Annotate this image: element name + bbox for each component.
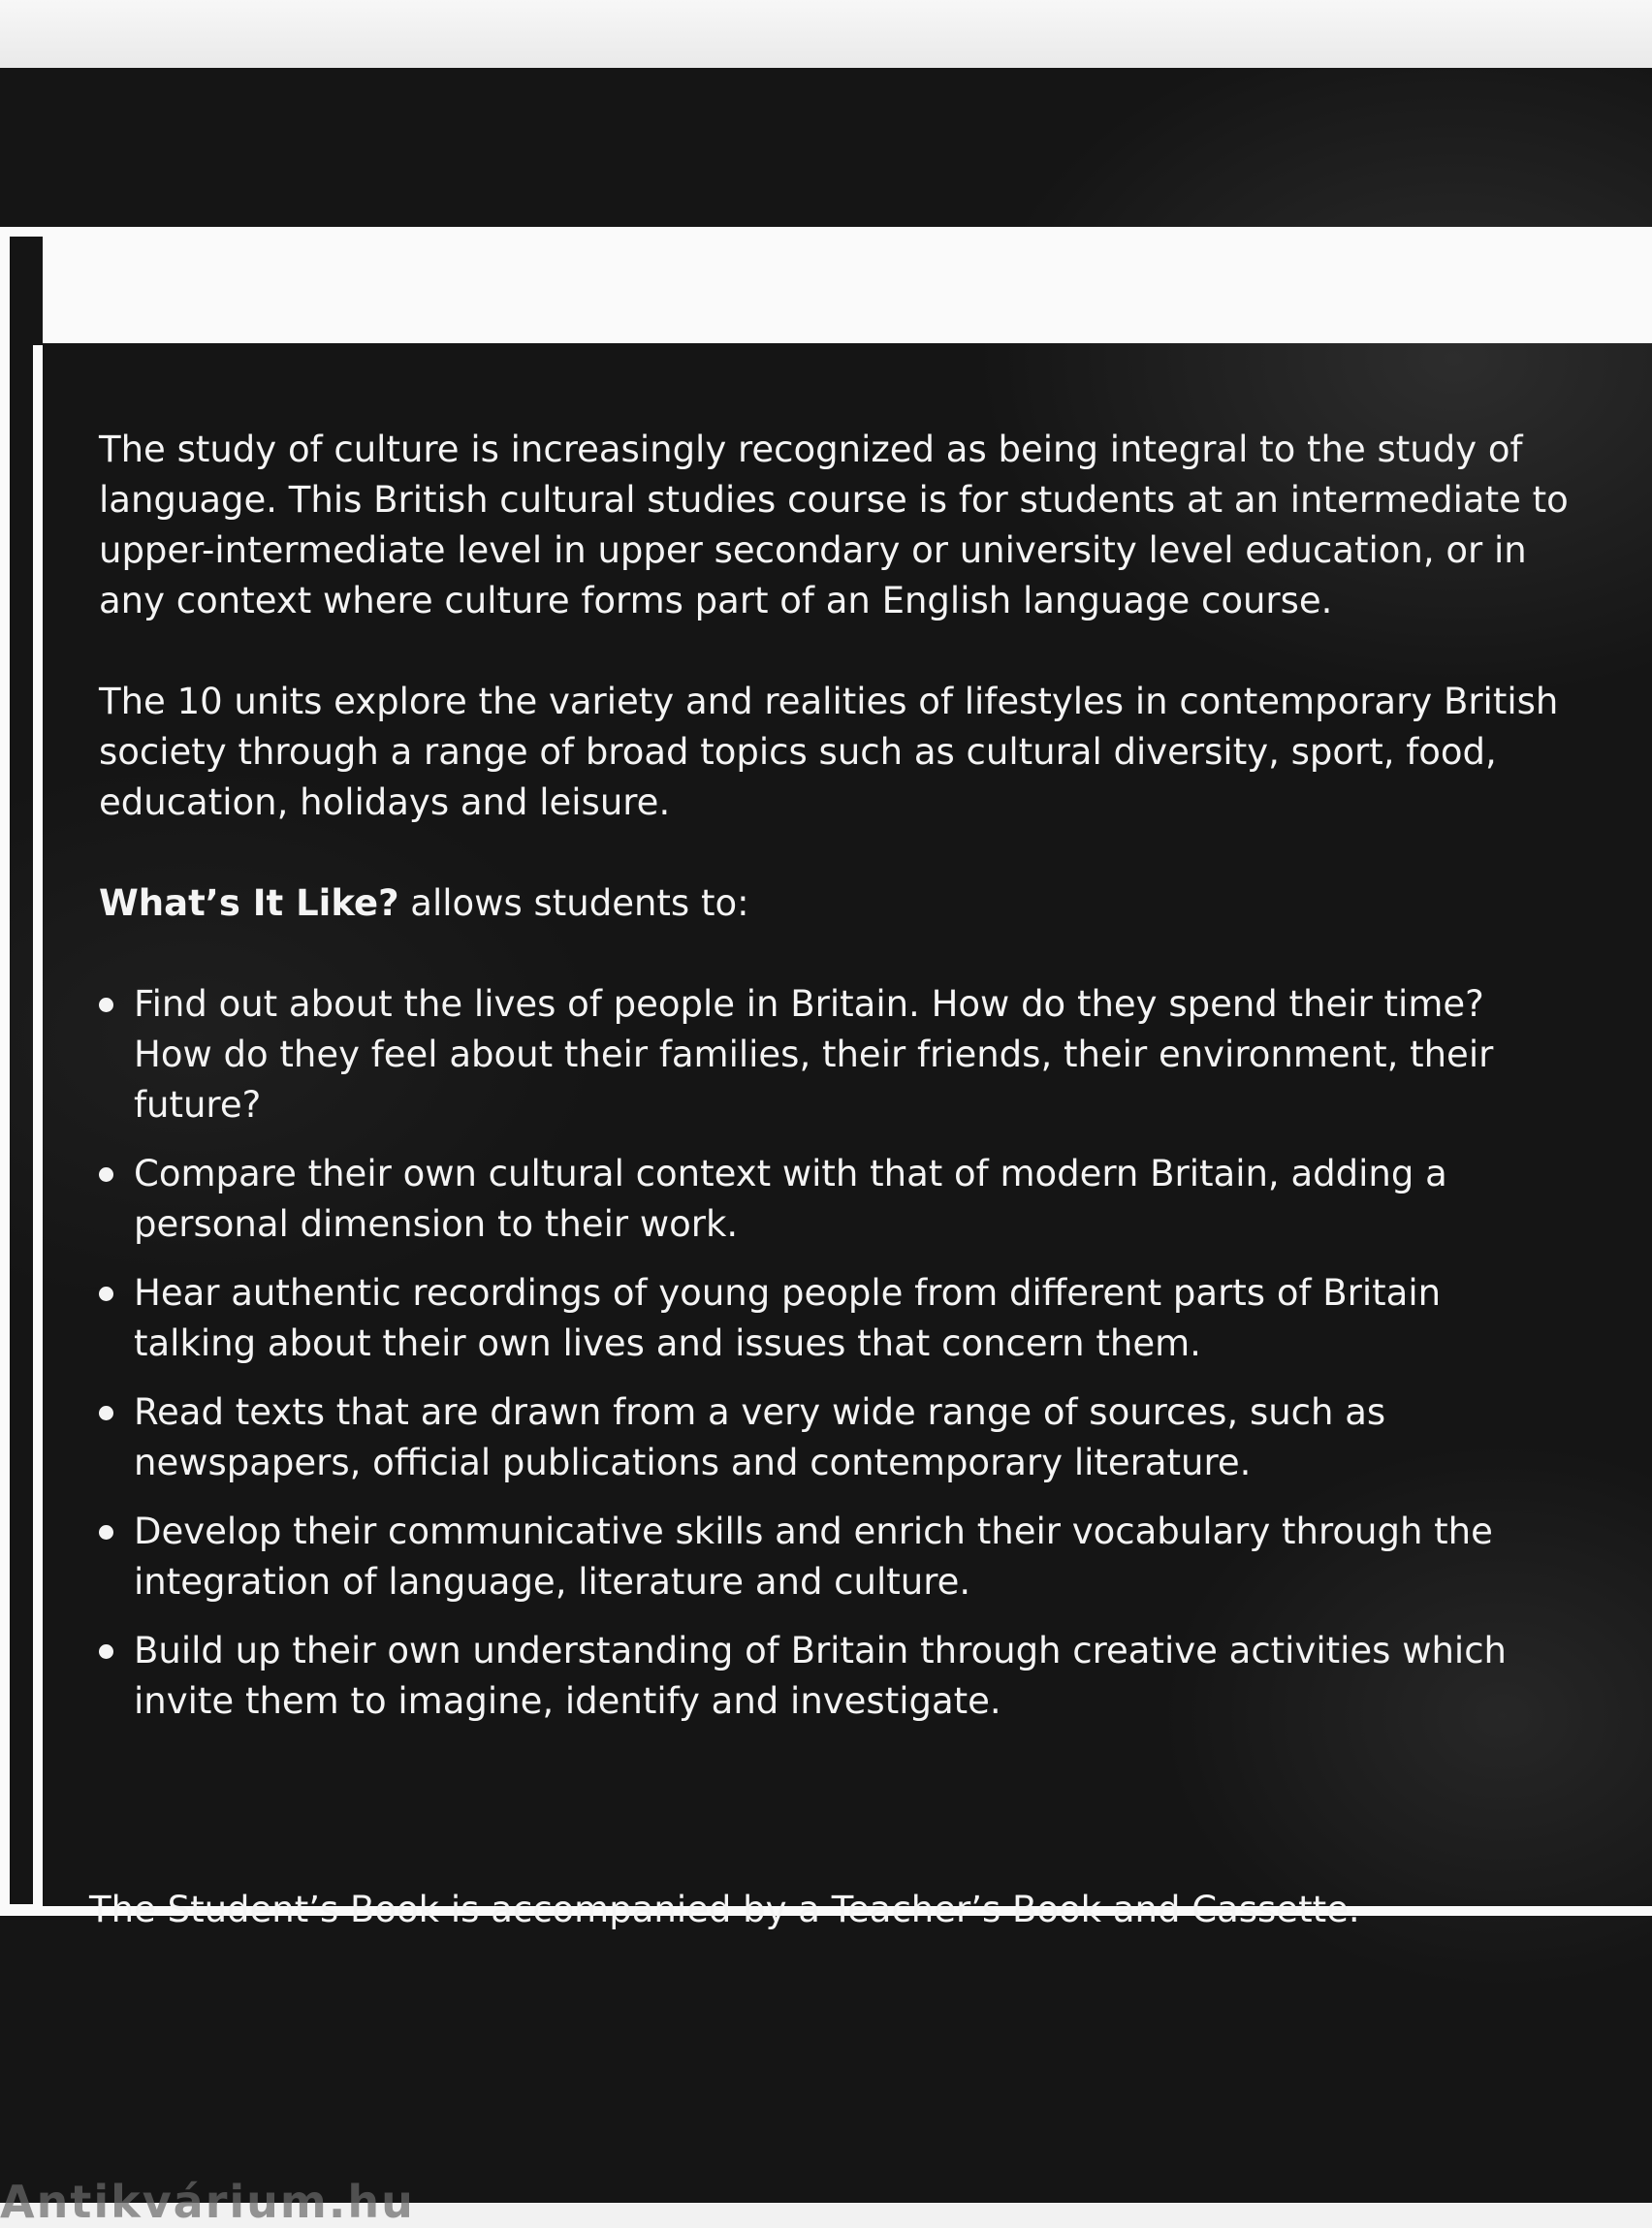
list-item: [99, 1268, 1573, 1369]
bullet-icon: [99, 1167, 113, 1182]
frame-left-strip: [0, 227, 10, 1916]
list-item-text: Read texts that are drawn from a very wide range of sources, such as newspapers, official publications and contemporary literature.: [134, 1391, 1386, 1483]
list-item: [99, 1626, 1573, 1727]
list-item: [99, 1507, 1573, 1607]
list-item: [99, 1149, 1573, 1250]
list-item-text: Develop their communicative skills and enrich their vocabulary through the integration of language, literature and culture.: [134, 1511, 1493, 1603]
blurb-paragraph-1: The study of culture is increasingly recognized as being integral to the study of language. This British cultural studies course is for students at an intermediate to upper-intermediate level in upper secondary or university level education, or in any context where culture forms part of an English language course.: [99, 429, 1569, 621]
bullet-icon: [99, 998, 113, 1012]
frame-bottom-left: [0, 1904, 43, 1916]
watermark-text: Antikvárium.hu: [0, 2176, 415, 2228]
list-item-text: Hear authentic recordings of young people from different parts of Britain talking about their own lives and issues that concern them.: [134, 1272, 1442, 1364]
list-item: [99, 1387, 1573, 1488]
bullet-icon: [99, 1525, 113, 1540]
accompaniment-note: The Student’s Book is accompanied by a Teacher’s Book and Cassette.: [89, 1889, 1360, 1930]
list-item: [99, 979, 1573, 1130]
bullet-icon: [99, 1406, 113, 1420]
blurb-paragraph-2: The 10 units explore the variety and realities of lifestyles in contemporary British society through a range of broad topics such as cultural diversity, sport, food, education, holidays and leisure.: [99, 681, 1559, 823]
blurb-content: [99, 425, 1573, 1745]
features-list: [99, 979, 1573, 1727]
list-item-text: Compare their own cultural context with that of modern Britain, adding a personal dimension to their work.: [134, 1153, 1447, 1245]
bullet-icon: [99, 1644, 113, 1659]
bullet-icon: [99, 1287, 113, 1301]
list-item-text: Find out about the lives of people in Britain. How do they spend their time? How do they feel about their families, their friends, their environment, their future?: [134, 983, 1494, 1126]
features-intro: [99, 878, 1573, 929]
book-title: What’s It Like?: [99, 882, 399, 924]
list-item-text: Build up their own understanding of Britain through creative activities which invite them to imagine, identify and investigate.: [134, 1630, 1508, 1722]
features-intro-text: allows students to:: [398, 882, 749, 924]
page-background-top: [0, 0, 1652, 70]
white-header-band: [43, 227, 1652, 343]
